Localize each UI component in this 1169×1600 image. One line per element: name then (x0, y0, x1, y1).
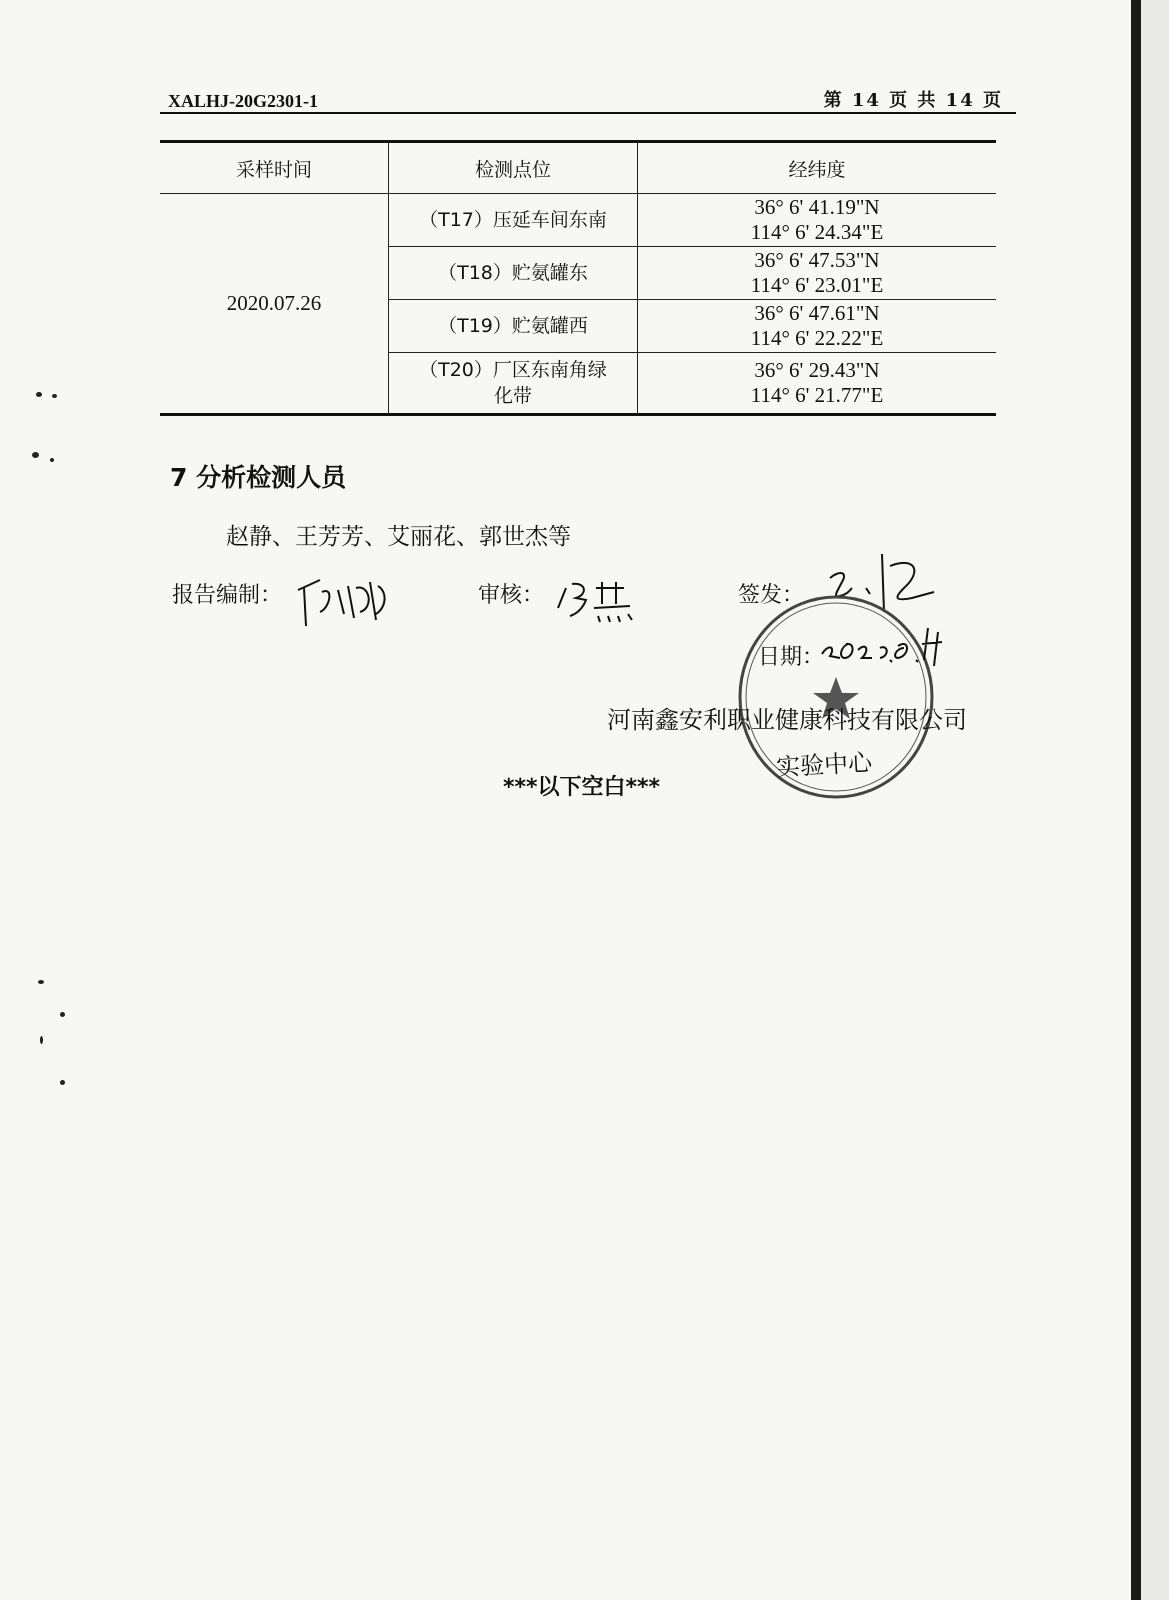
latitude: 36° 6' 41.19"N (754, 195, 880, 219)
date-handwriting (818, 620, 948, 670)
scan-speck (50, 458, 54, 462)
company-name: 河南鑫安利职业健康科技有限公司 (607, 706, 967, 734)
scan-speck (52, 394, 57, 398)
section-title: 7 分析检测人员 (170, 463, 347, 492)
sampling-date: 2020.07.26 (160, 194, 389, 415)
page-edge-bar (1131, 0, 1141, 1600)
scan-speck (60, 1080, 65, 1085)
sampling-table (160, 140, 996, 416)
date-label: 日期： (758, 645, 825, 670)
doc-number: XALHJ-20G2301-1 (168, 91, 318, 111)
table-header-row (160, 142, 996, 194)
header-sampling-time: 采样时间 (160, 142, 389, 194)
latitude: 36° 6' 47.61"N (754, 301, 880, 325)
latitude: 36° 6' 29.43"N (754, 358, 880, 382)
issuer-label: 签发： (738, 583, 805, 608)
header-rule (160, 112, 1016, 114)
sampling-point: （T18）贮氨罐东 (389, 247, 638, 300)
coordinates (638, 353, 997, 415)
longitude: 114° 6' 22.22"E (750, 326, 884, 350)
longitude: 114° 6' 24.34"E (750, 220, 884, 244)
scan-speck (40, 1036, 43, 1044)
scan-speck (60, 1012, 65, 1017)
latitude: 36° 6' 47.53"N (754, 248, 880, 272)
coordinates (638, 300, 997, 353)
table-row (160, 194, 996, 247)
scan-speck (38, 980, 44, 984)
end-of-content-note: ***以下空白*** (503, 775, 661, 800)
sampling-point: （T19）贮氨罐西 (389, 300, 638, 353)
scan-speck (32, 452, 39, 458)
coordinates (638, 247, 997, 300)
lab-name: 实验中心 (775, 748, 873, 782)
scan-speck (36, 392, 42, 397)
header-coordinates: 经纬度 (638, 142, 997, 194)
compiler-label: 报告编制： (172, 583, 283, 608)
sampling-point-line: 化带 (493, 385, 532, 407)
compiler-signature (290, 568, 400, 632)
page-number: 第 14 页 共 14 页 (823, 90, 1003, 111)
sampling-point-line: （T20）厂区东南角绿 (419, 359, 607, 381)
sampling-point (389, 353, 638, 415)
reviewer-label: 审核： (478, 583, 545, 608)
page-edge-margin (1141, 0, 1169, 1600)
sampling-point: （T17）压延车间东南 (389, 194, 638, 247)
staff-list: 赵静、王芳芳、艾丽花、郭世杰等 (226, 524, 571, 550)
longitude: 114° 6' 21.77"E (750, 383, 884, 407)
header-sampling-point: 检测点位 (389, 142, 638, 194)
reviewer-signature (552, 574, 648, 626)
longitude: 114° 6' 23.01"E (750, 273, 884, 297)
coordinates (638, 194, 997, 247)
